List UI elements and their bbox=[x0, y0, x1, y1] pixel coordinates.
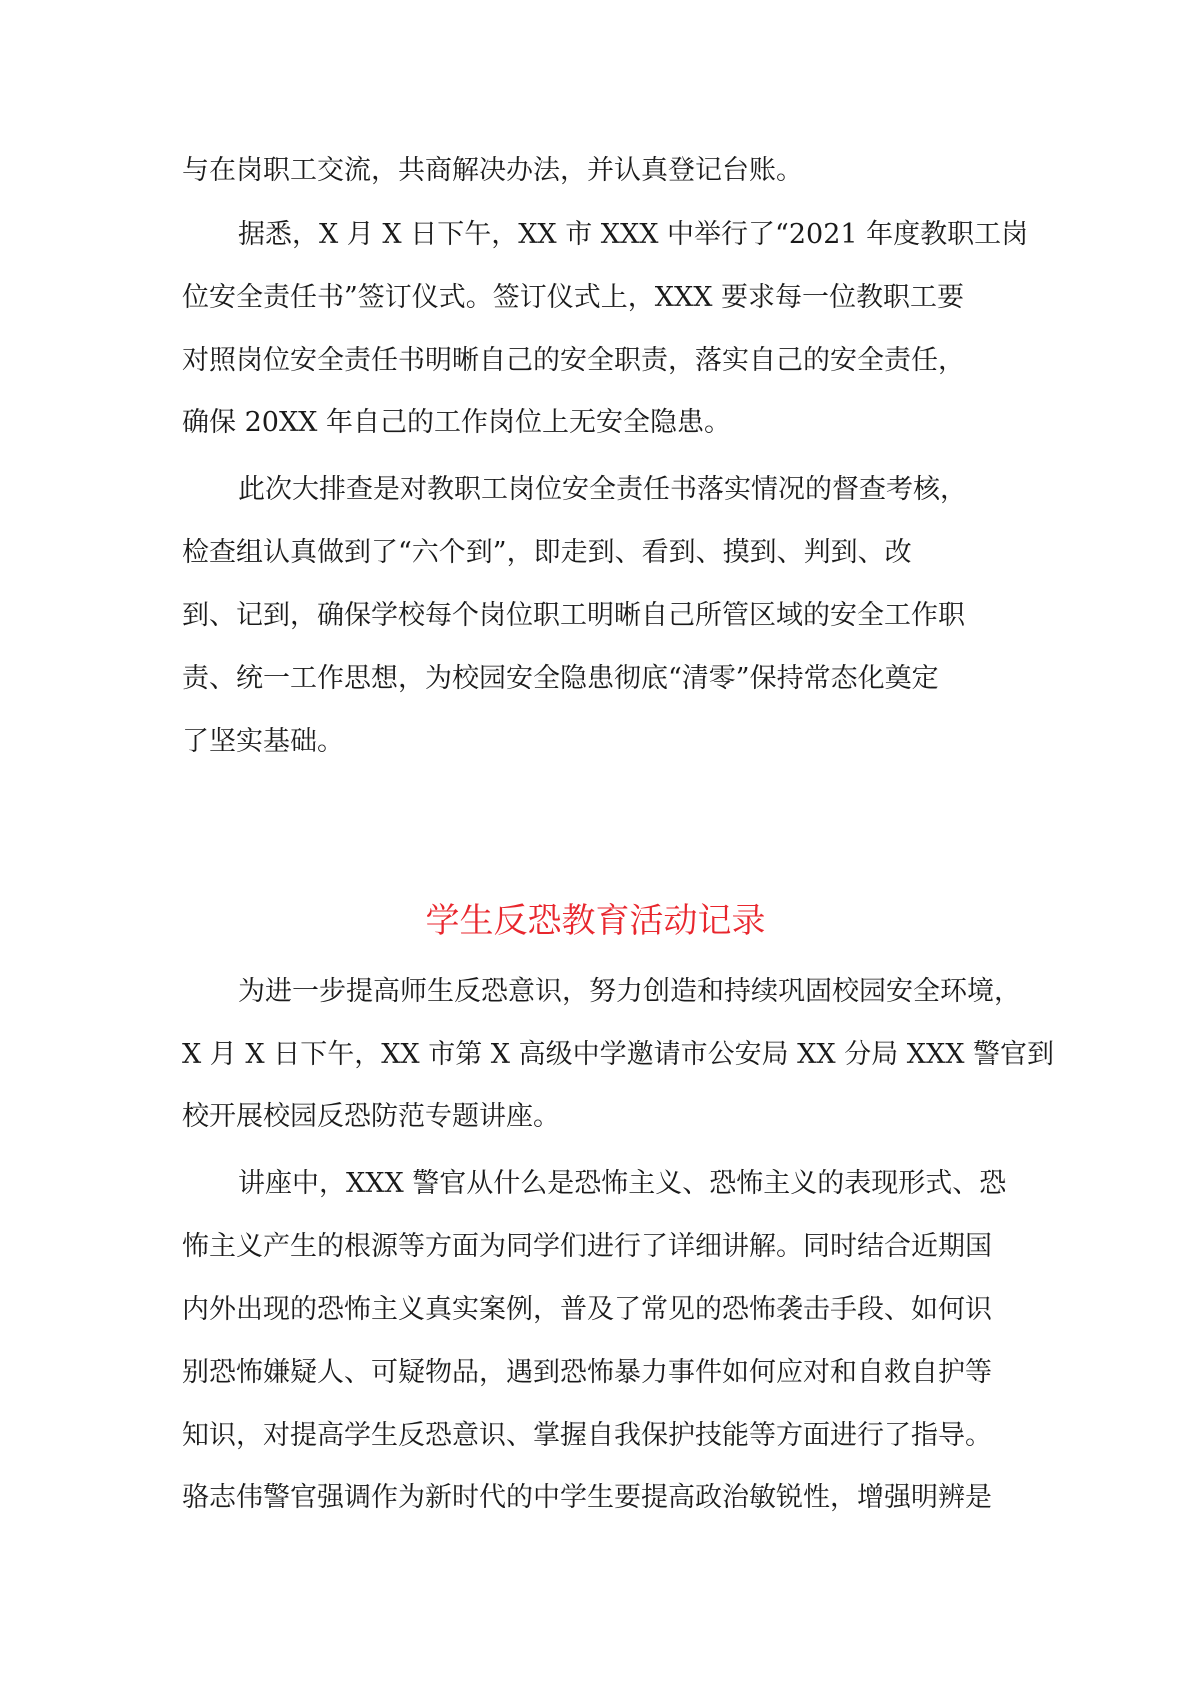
paragraph-line: 别恐怖嫌疑人、可疑物品，遇到恐怖暴力事件如何应对和自救自护等 bbox=[182, 1357, 992, 1388]
paragraph-line: 讲座中，XXX 警官从什么是恐怖主义、恐怖主义的表现形式、恐 bbox=[238, 1168, 1007, 1199]
paragraph-line: 责、统一工作思想，为校园安全隐患彻底“清零”保持常态化奠定 bbox=[182, 663, 939, 694]
paragraph-line: 对照岗位安全责任书明晰自己的安全职责，落实自己的安全责任， bbox=[182, 345, 965, 376]
paragraph-line: 校开展校园反恐防范专题讲座。 bbox=[182, 1101, 560, 1132]
paragraph-line: 此次大排查是对教职工岗位安全责任书落实情况的督查考核， bbox=[238, 474, 967, 505]
paragraph-line: 骆志伟警官强调作为新时代的中学生要提高政治敏锐性，增强明辨是 bbox=[182, 1482, 992, 1513]
paragraph-line: 与在岗职工交流，共商解决办法，并认真登记台账。 bbox=[182, 155, 803, 186]
paragraph-line: 据悉，X 月 X 日下午，XX 市 XXX 中举行了“2021 年度教职工岗 bbox=[238, 219, 1029, 250]
paragraph-line: 知识，对提高学生反恐意识、掌握自我保护技能等方面进行了指导。 bbox=[182, 1420, 992, 1451]
paragraph-line: 位安全责任书”签订仪式。签订仪式上，XXX 要求每一位教职工要 bbox=[182, 282, 965, 313]
paragraph-line: 检查组认真做到了“六个到”，即走到、看到、摸到、判到、改 bbox=[182, 537, 912, 568]
paragraph-line: 怖主义产生的根源等方面为同学们进行了详细讲解。同时结合近期国 bbox=[182, 1231, 992, 1262]
paragraph-line: X 月 X 日下午，XX 市第 X 高级中学邀请市公安局 XX 分局 XXX 警官到 bbox=[182, 1039, 1055, 1070]
paragraph-line: 内外出现的恐怖主义真实案例，普及了常见的恐怖袭击手段、如何识 bbox=[182, 1294, 992, 1325]
paragraph-line: 到、记到，确保学校每个岗位职工明晰自己所管区域的安全工作职 bbox=[182, 600, 965, 631]
section-title: 学生反恐教育活动记录 bbox=[425, 901, 766, 941]
paragraph-line: 确保 20XX 年自己的工作岗位上无安全隐患。 bbox=[182, 407, 731, 438]
paragraph-line: 了坚实基础。 bbox=[182, 726, 344, 757]
paragraph-line: 为进一步提高师生反恐意识，努力创造和持续巩固校园安全环境， bbox=[238, 976, 1021, 1007]
